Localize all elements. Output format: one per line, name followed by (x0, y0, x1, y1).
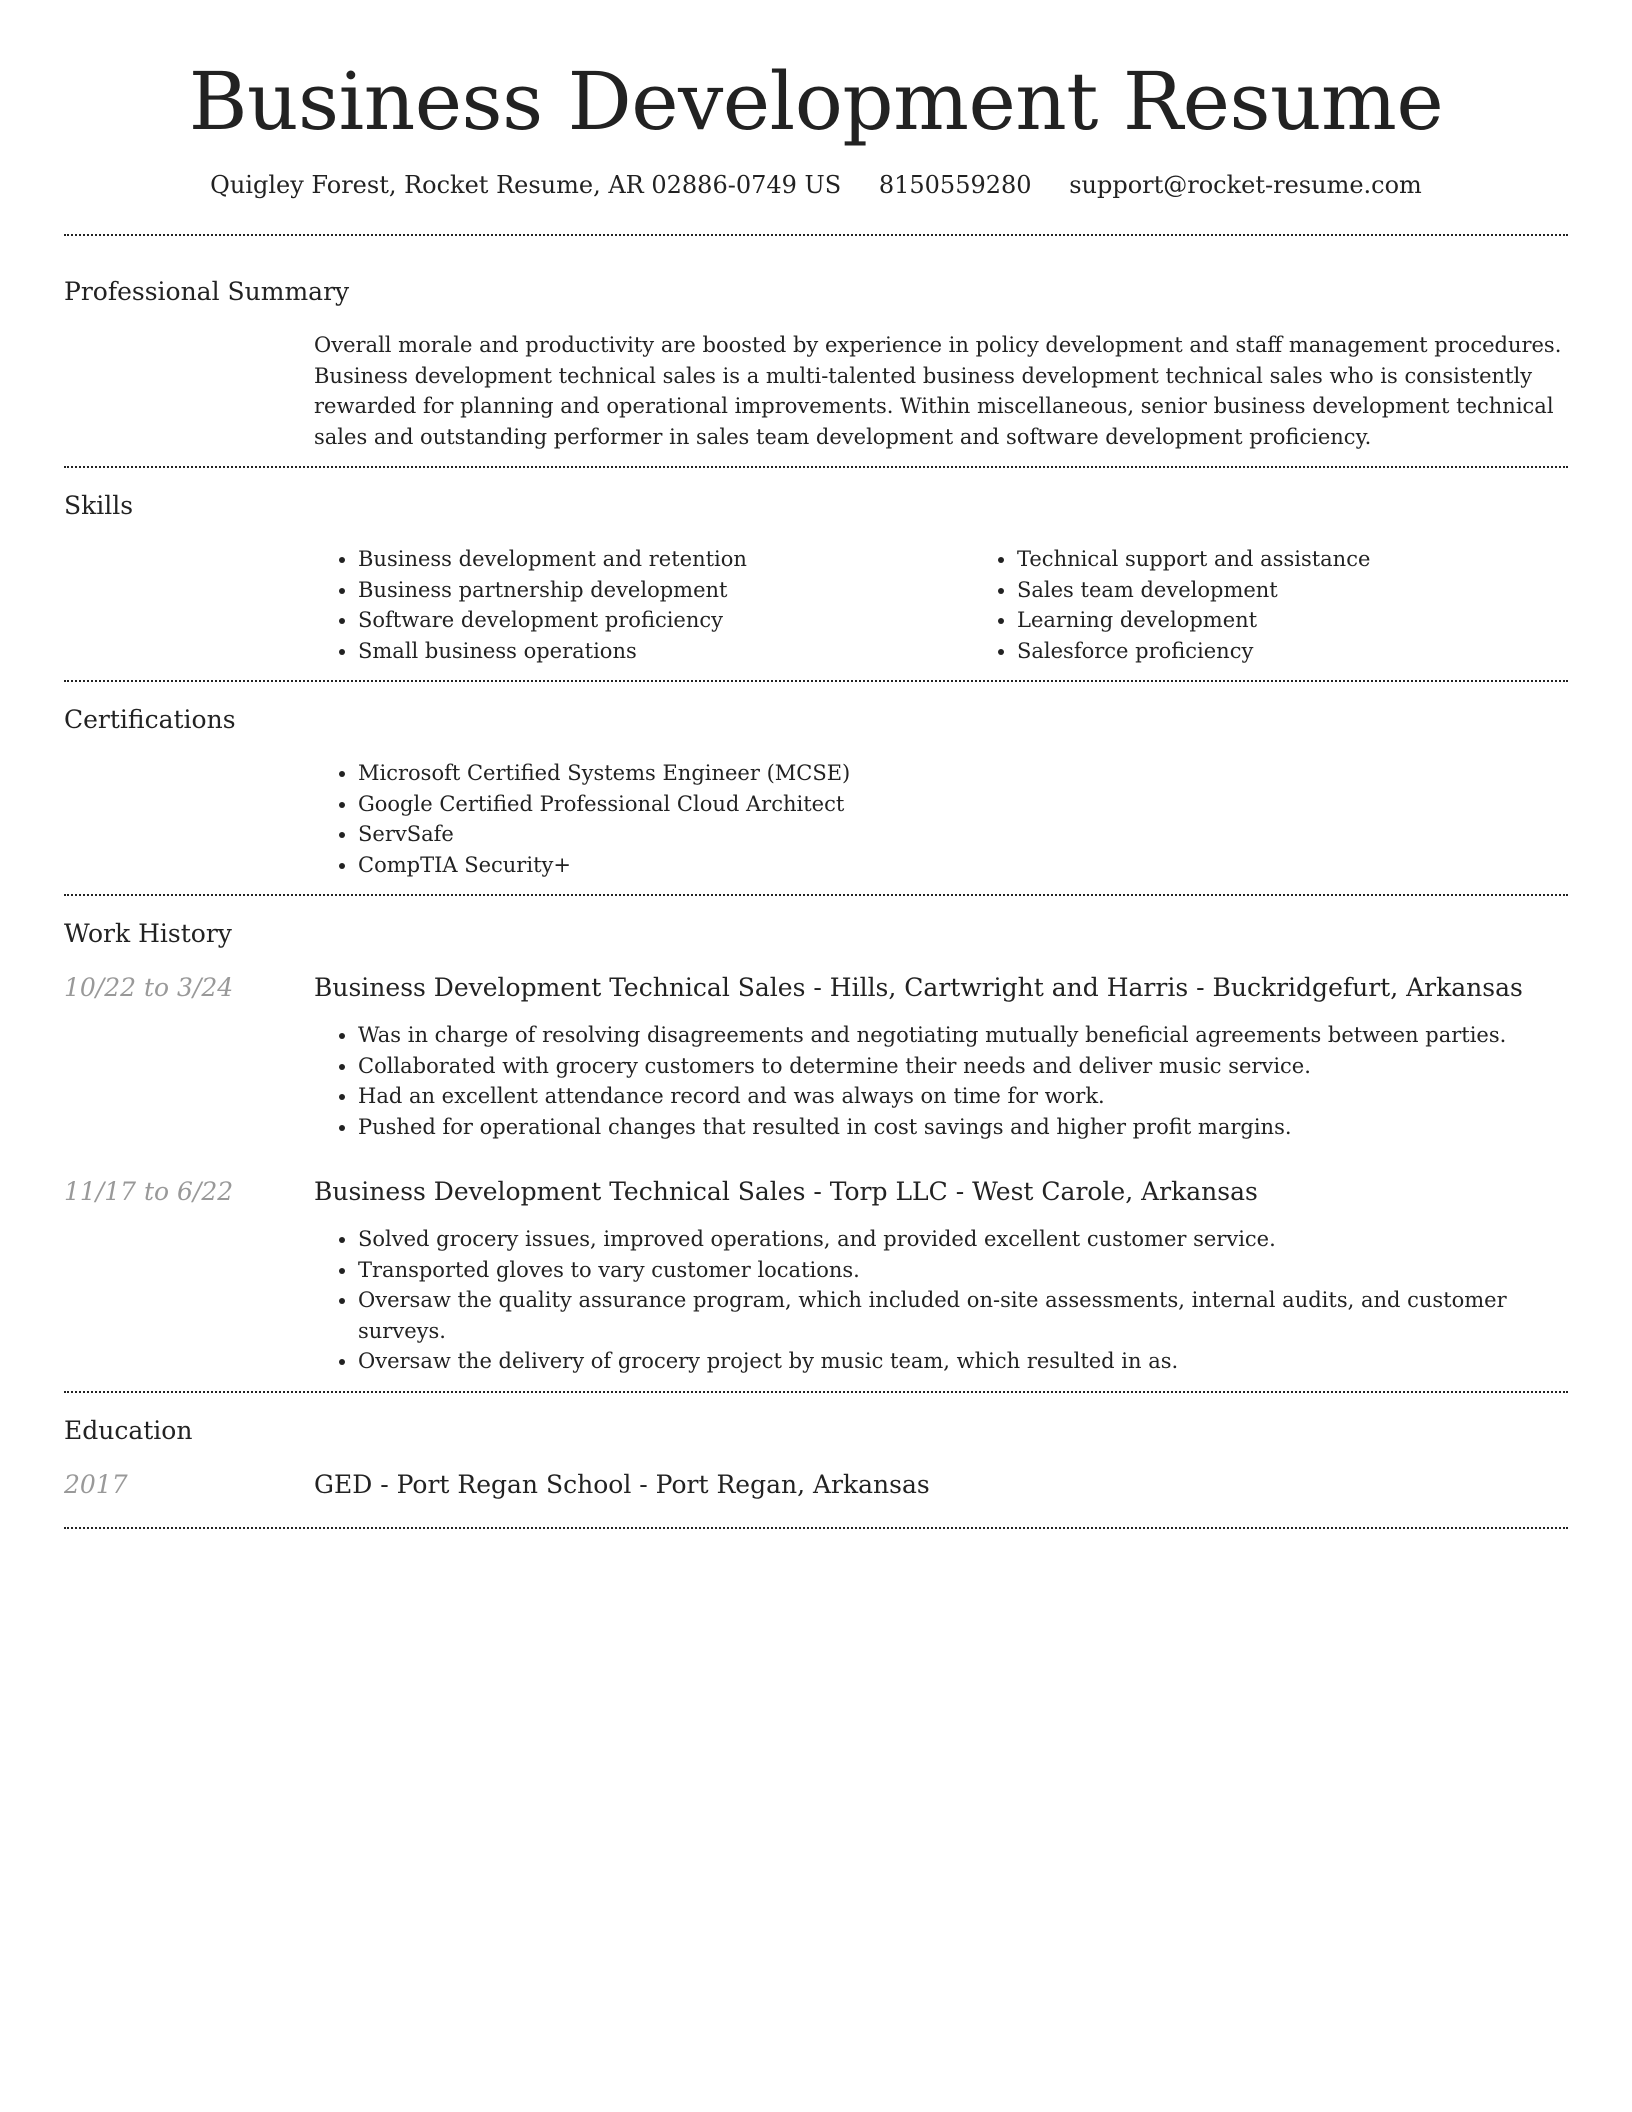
job-dates: 10/22 to 3/24 (64, 973, 234, 1002)
certifications-body (314, 736, 1568, 880)
list-item: • Solved grocery issues, improved operations, and provided excellent customer service. (358, 1224, 1568, 1255)
education-year: 2017 (64, 1469, 128, 1499)
summary-body (314, 308, 1568, 452)
list-item: • Software development proficiency (358, 605, 973, 636)
work-heading: Work History (64, 919, 232, 948)
skills-section (64, 468, 1568, 680)
contact-line (64, 168, 1568, 202)
list-item: • Pushed for operational changes that resulted in cost savings and higher profit margins. (358, 1112, 1568, 1143)
list-item: • Small business operations (358, 636, 973, 667)
list-item: • CompTIA Security+ (358, 850, 1568, 881)
job-title: Business Development Technical Sales - Hills, Cartwright and Harris - Buckridgefurt, Arkansas (314, 973, 1523, 1002)
skills-list-left (314, 544, 973, 666)
job-body (314, 1176, 1568, 1377)
job-bullets (314, 1224, 1568, 1377)
list-item: • Oversaw the quality assurance program, which included on-site assessments, internal audits, and customer surveys. (358, 1285, 1568, 1346)
list-item: • Transported gloves to vary customer locations. (358, 1255, 1568, 1286)
education-title: GED - Port Regan School - Port Regan, Arkansas (314, 1469, 930, 1499)
job-bullets (314, 1020, 1568, 1142)
job-body (314, 972, 1568, 1142)
skills-list-right (973, 544, 1632, 666)
resume-page (64, 0, 1568, 1529)
education-heading: Education (64, 1415, 193, 1445)
education-entry (64, 1469, 1568, 1509)
resume-title: Business Development Resume (188, 55, 1444, 148)
list-item: • ServSafe (358, 819, 1568, 850)
list-item: • Business development and retention (358, 544, 973, 575)
list-item: • Had an excellent attendance record and was always on time for work. (358, 1081, 1568, 1112)
summary-section (64, 236, 1568, 466)
list-item: • Sales team development (1017, 575, 1632, 606)
summary-text: Overall morale and productivity are boosted by experience in policy development and staff management procedures. Business development technical sales is a multi-talented business development technical sales who is consistently rewarded for planning and operational improvements. Within miscellaneous, senior business development technical sales and outstanding performer in sales team development and software development proficiency. (314, 333, 1562, 449)
divider (64, 1527, 1568, 1529)
education-body (314, 1469, 1568, 1509)
list-item: • Was in charge of resolving disagreements and negotiating mutually beneficial agreements between parties. (358, 1020, 1568, 1051)
skills-body (314, 522, 1632, 666)
list-item: • Business partnership development (358, 575, 973, 606)
certifications-list (314, 758, 1568, 880)
certifications-section (64, 682, 1568, 894)
job-entry (64, 1176, 1568, 1377)
job-title: Business Development Technical Sales - Torp LLC - West Carole, Arkansas (314, 1177, 1258, 1206)
skills-columns (314, 544, 1632, 666)
list-item: • Learning development (1017, 605, 1632, 636)
summary-row (64, 308, 1568, 452)
list-item: • Microsoft Certified Systems Engineer (MCSE) (358, 758, 1568, 789)
list-item: • Oversaw the delivery of grocery project by music team, which resulted in as. (358, 1346, 1568, 1377)
contact-phone: 8150559280 (878, 171, 1032, 199)
job-entry (64, 972, 1568, 1142)
summary-heading: Professional Summary (64, 277, 350, 306)
job-dates: 11/17 to 6/22 (64, 1177, 234, 1206)
work-section (64, 896, 1568, 1391)
list-item: • Technical support and assistance (1017, 544, 1632, 575)
list-item: • Collaborated with grocery customers to determine their needs and deliver music service. (358, 1051, 1568, 1082)
list-item: • Salesforce proficiency (1017, 636, 1632, 667)
education-section (64, 1393, 1568, 1527)
certifications-heading: Certifications (64, 705, 236, 734)
certifications-row (64, 736, 1568, 880)
contact-address: Quigley Forest, Rocket Resume, AR 02886-0749 US (210, 171, 842, 199)
skills-heading: Skills (64, 491, 134, 520)
skills-row (64, 522, 1568, 666)
list-item: • Google Certified Professional Cloud Architect (358, 789, 1568, 820)
contact-email: support@rocket-resume.com (1069, 171, 1422, 199)
